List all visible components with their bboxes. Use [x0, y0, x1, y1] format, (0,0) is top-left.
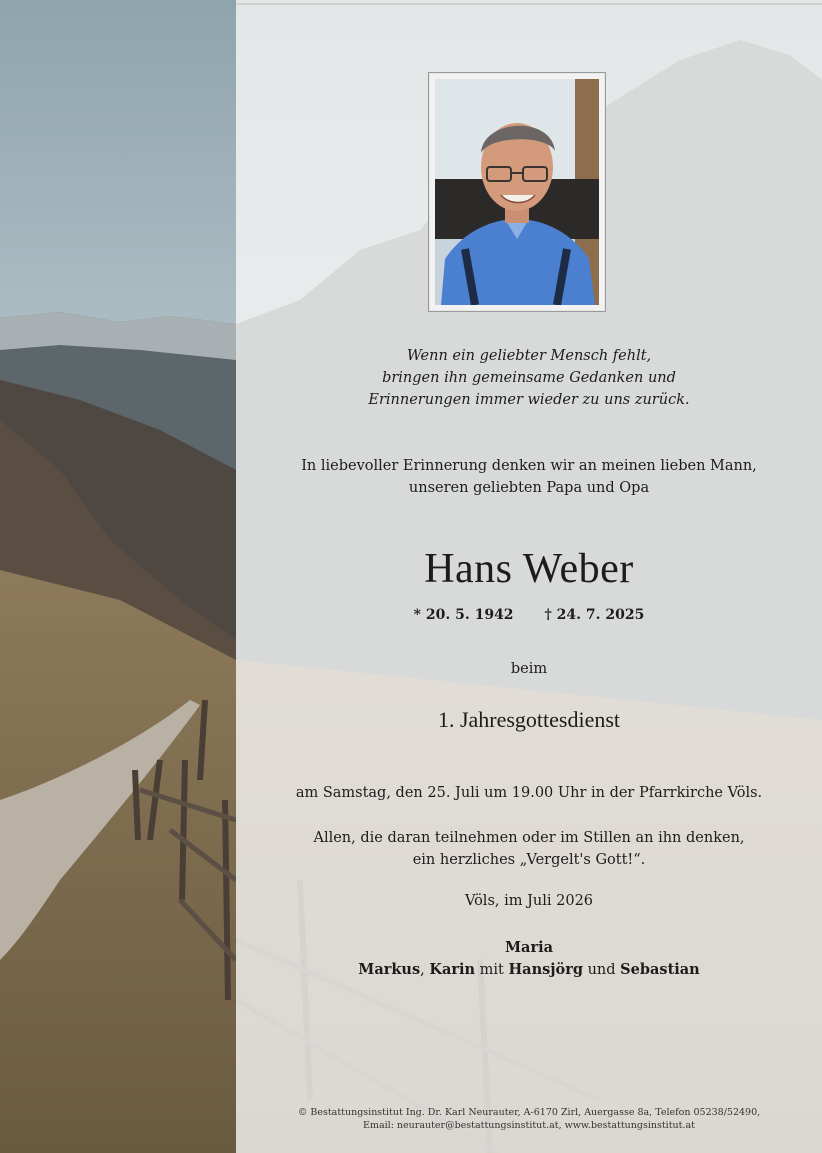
intro-line-2: unseren geliebten Papa und Opa: [408, 480, 650, 496]
memorial-poem: [236, 345, 822, 411]
poem-line-1: Wenn ein geliebter Mensch fehlt,: [406, 348, 652, 364]
poem-line-3: Erinnerungen immer wieder zu uns zurück.: [368, 392, 690, 408]
event-title: 1. Jahresgottesdienst: [437, 707, 621, 732]
family-child-3: Hansjörg: [508, 961, 583, 978]
remembrance-intro: [236, 455, 822, 499]
place-and-date: Völs, im Juli 2026: [464, 893, 594, 909]
family-child-2: Karin: [429, 961, 476, 978]
footer-line-1: © Bestattungsinstitut Ing. Dr. Karl Neurauter, A-6170 Zirl, Auergasse 8a, Telefon 05238/52490,: [297, 1107, 761, 1118]
family-separator: ,: [420, 962, 430, 978]
funeral-home-footer: [236, 1106, 822, 1132]
mourning-family: [236, 937, 822, 981]
portrait-photo: [435, 79, 599, 305]
deceased-name: Hans Weber: [424, 546, 634, 592]
thanks-line-1: Allen, die daran teilnehmen oder im Stillen an ihn denken,: [313, 830, 745, 846]
family-und: und: [582, 962, 621, 978]
family-child-1: Markus: [358, 961, 421, 978]
family-wife: Maria: [505, 939, 553, 956]
life-dates: [236, 607, 822, 623]
top-divider: [236, 3, 822, 5]
poem-line-2: bringen ihn gemeinsame Gedanken und: [382, 370, 676, 386]
portrait-photo-frame: [428, 72, 606, 312]
birth-date: * 20. 5. 1942: [413, 607, 514, 623]
service-details: am Samstag, den 25. Juli um 19.00 Uhr in der Pfarrkirche Völs.: [295, 785, 763, 801]
thanks-message: [236, 827, 822, 871]
family-child-4: Sebastian: [620, 961, 700, 978]
death-date: † 24. 7. 2025: [544, 607, 645, 623]
thanks-line-2: ein herzliches „Vergelt's Gott!“.: [412, 852, 646, 868]
family-children-line: [236, 959, 822, 981]
family-mit: mit: [475, 962, 509, 978]
beim-label: beim: [510, 661, 548, 677]
footer-line-2: Email: neurauter@bestattungsinstitut.at, www.bestattungsinstitut.at: [363, 1120, 695, 1131]
intro-line-1: In liebevoller Erinnerung denken wir an meinen lieben Mann,: [301, 458, 757, 474]
